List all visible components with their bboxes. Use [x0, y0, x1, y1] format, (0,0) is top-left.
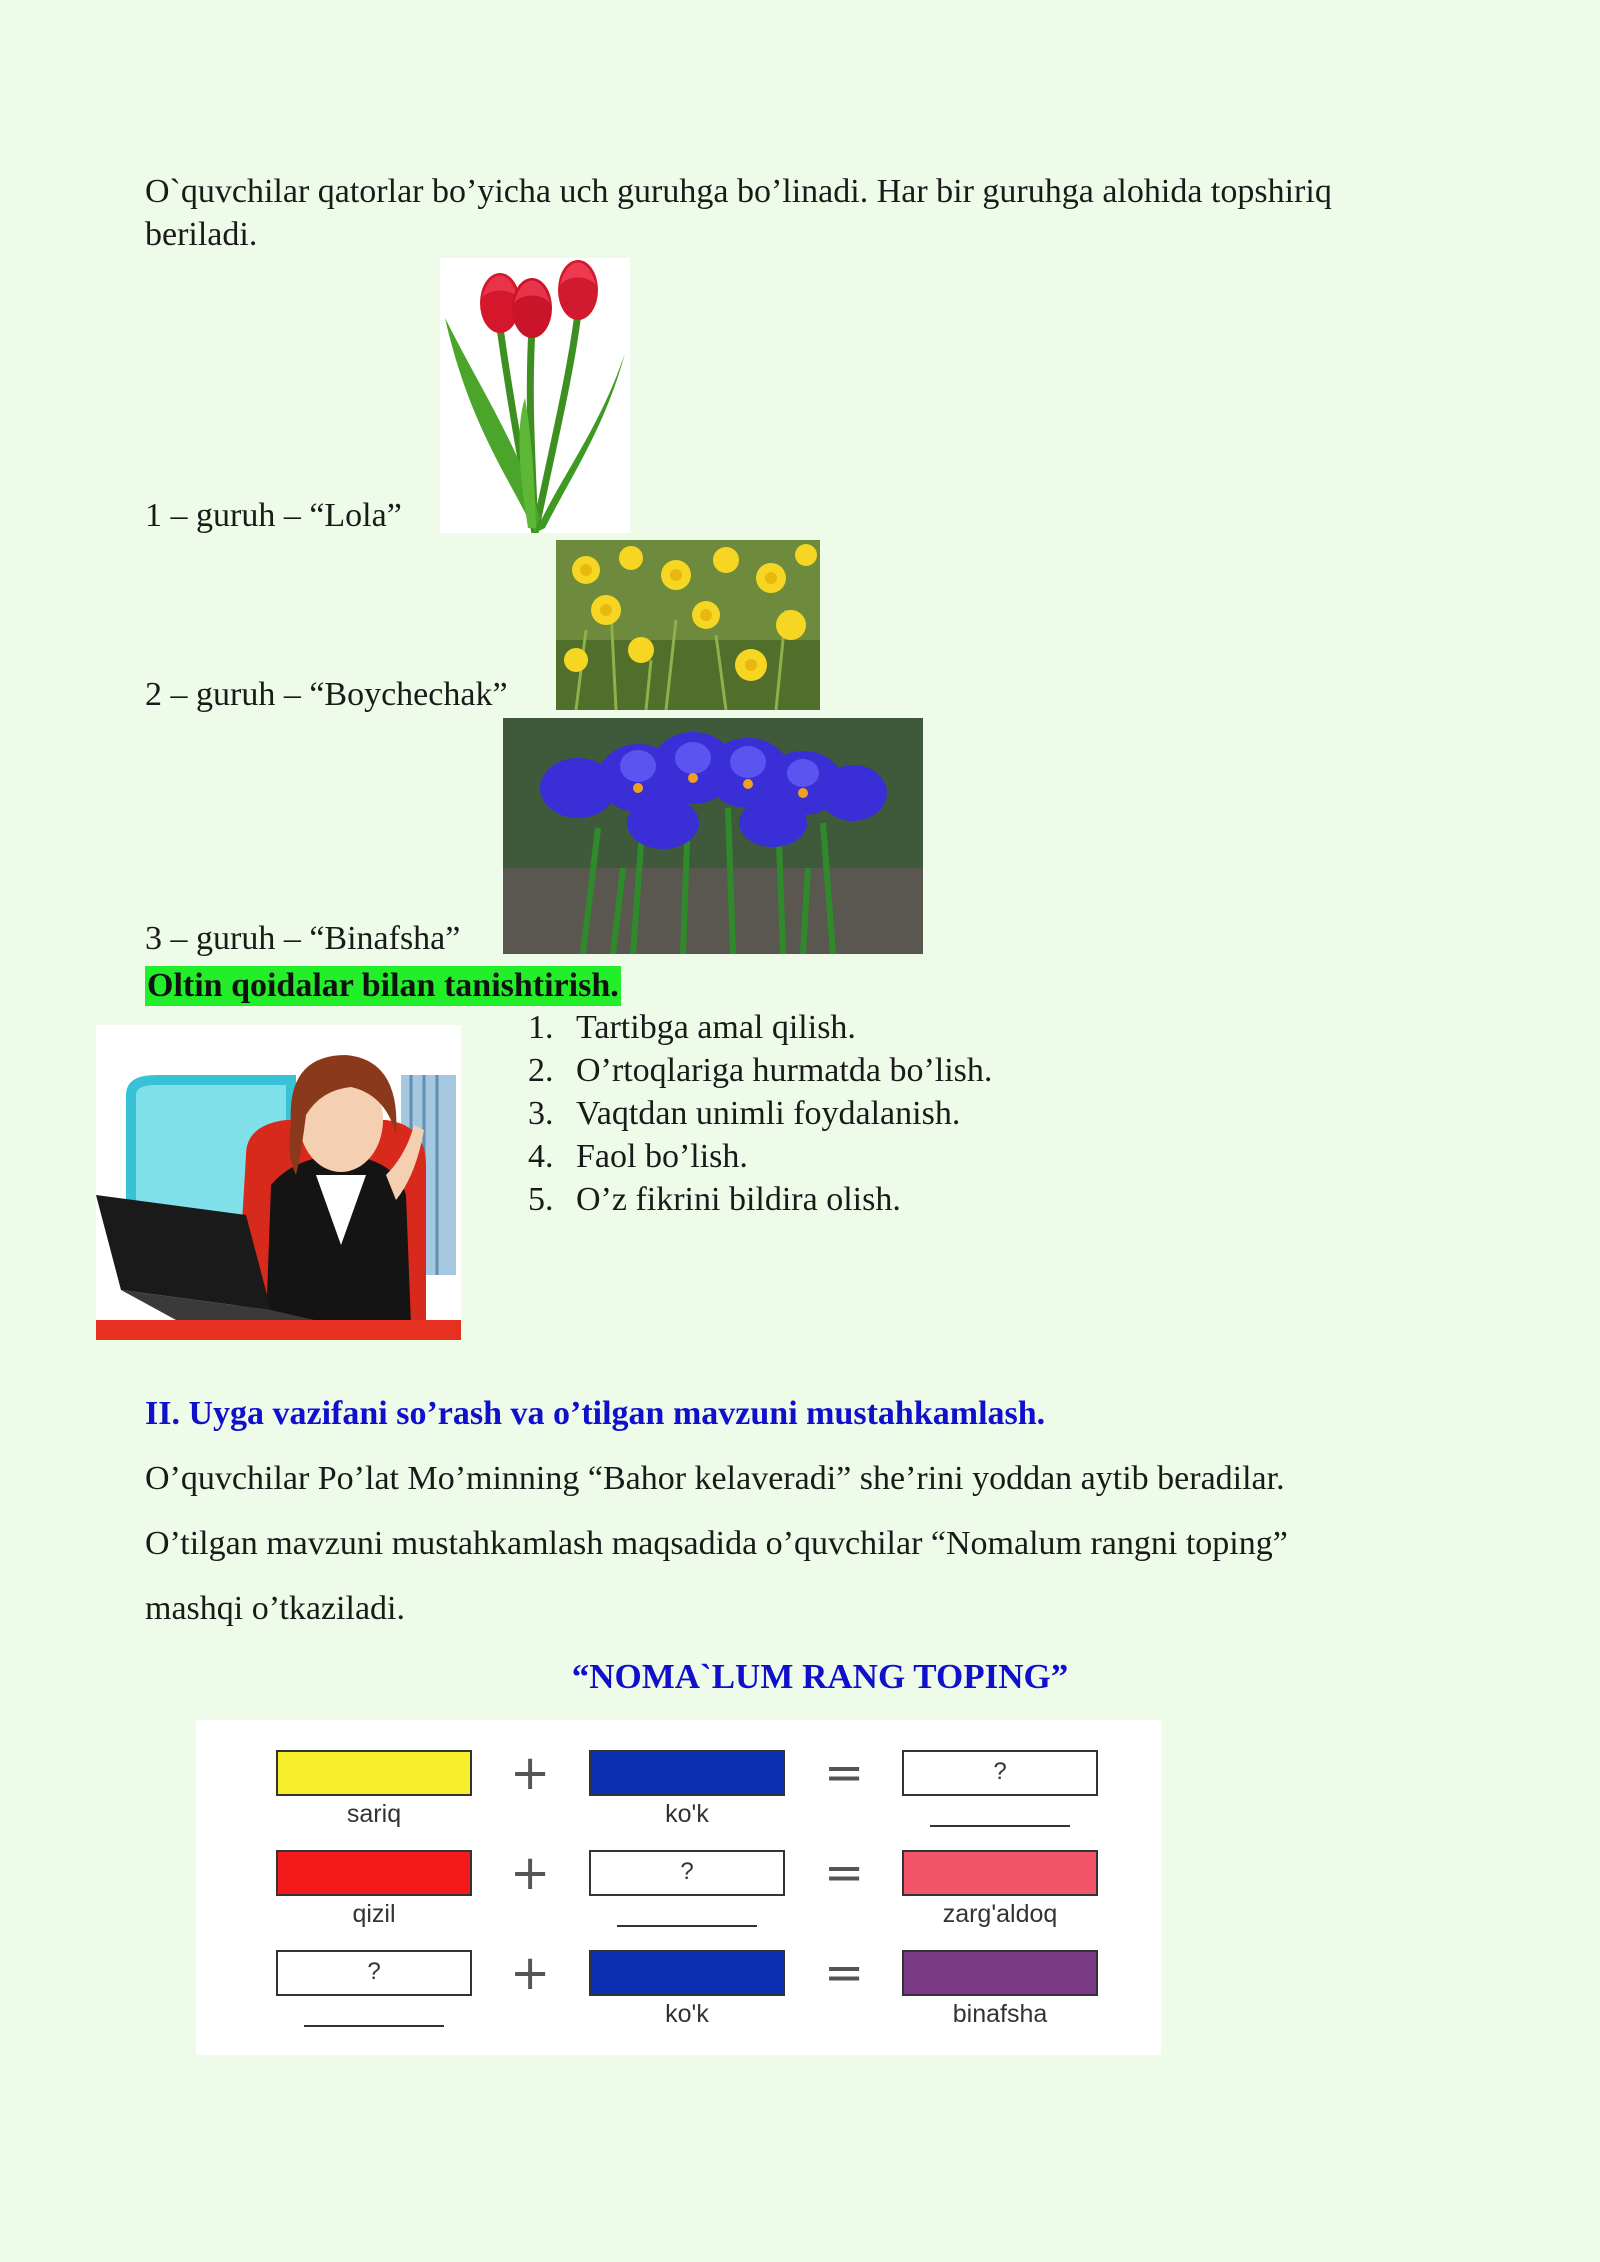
rule-text: Faol bo’lish.: [576, 1138, 748, 1175]
rule-text: Tartibga amal qilish.: [576, 1009, 856, 1046]
unknown-color-box: ?: [589, 1850, 785, 1896]
list-item: 3. Vaqtdan unimli foydalanish.: [528, 1095, 961, 1132]
answer-blank: [930, 1825, 1070, 1827]
color-label: qizil: [352, 1900, 396, 1928]
rule-text: Vaqtdan unimli foydalanish.: [576, 1095, 961, 1132]
color-label: sariq: [346, 1800, 402, 1828]
color-label: ko'k: [665, 1800, 709, 1828]
color-box-blue: [589, 1950, 785, 1996]
equals-sign: =: [824, 1845, 865, 1901]
list-item: 2. O’rtoqlariga hurmatda bo’lish.: [528, 1052, 993, 1089]
color-label: binafsha: [952, 2000, 1048, 2028]
unknown-color-box: ?: [276, 1950, 472, 1996]
unknown-color-box: ?: [902, 1750, 1098, 1796]
rules-list: [528, 1006, 992, 1221]
group-3-label: 3 – guruh – “Binafsha”: [145, 920, 461, 957]
answer-blank: [617, 1925, 757, 1927]
woman-at-laptop-image: [96, 1025, 461, 1340]
red-tulips-image: [440, 258, 630, 533]
yellow-dandelions-image: [556, 540, 820, 710]
plus-sign: +: [510, 1845, 551, 1901]
equals-sign: =: [824, 1745, 865, 1801]
color-box-orange: [902, 1850, 1098, 1896]
section-title: II. Uyga vazifani so’rash va o’tilgan mavzuni mustahkamlash.: [145, 1395, 1046, 1432]
color-box-blue: [589, 1750, 785, 1796]
paragraph-1: O’quvchilar Po’lat Mo’minning “Bahor kelaveradi” she’rini yoddan aytib beradilar.: [145, 1460, 1285, 1497]
color-box-red: [276, 1850, 472, 1896]
list-item: 5. O’z fikrini bildira olish.: [528, 1181, 901, 1218]
plus-sign: +: [510, 1945, 551, 2001]
rule-text: O’rtoqlariga hurmatda bo’lish.: [576, 1052, 993, 1089]
intro-paragraph: O`quvchilar qatorlar bo’yicha uch guruhga bo’linadi. Har bir guruhga alohida topshiriq beriladi.: [145, 173, 1332, 253]
paragraph-2: O’tilgan mavzuni mustahkamlash maqsadida o’quvchilar “Nomalum rangni toping”: [145, 1525, 1288, 1562]
answer-blank: [304, 2025, 444, 2027]
color-label: ko'k: [665, 2000, 709, 2028]
purple-crocus-image: [503, 718, 923, 954]
list-item: 1. Tartibga amal qilish.: [528, 1009, 856, 1046]
color-box-yellow: [276, 1750, 472, 1796]
rule-text: O’z fikrini bildira olish.: [576, 1181, 901, 1218]
list-item: 4. Faol bo’lish.: [528, 1138, 748, 1175]
paragraph-3: mashqi o’tkaziladi.: [145, 1590, 405, 1627]
group-1-label: 1 – guruh – “Lola”: [145, 497, 402, 534]
color-label: zarg'aldoq: [942, 1900, 1058, 1928]
rules-heading: Oltin qoidalar bilan tanishtirish.: [147, 967, 619, 1004]
plus-sign: +: [510, 1745, 551, 1801]
group-2-label: 2 – guruh – “Boychechak”: [145, 676, 508, 713]
color-puzzle: [196, 1720, 1161, 2055]
exercise-title: “NOMA`LUM RANG TOPING”: [571, 1657, 1069, 1696]
equals-sign: =: [824, 1945, 865, 2001]
color-box-purple: [902, 1950, 1098, 1996]
